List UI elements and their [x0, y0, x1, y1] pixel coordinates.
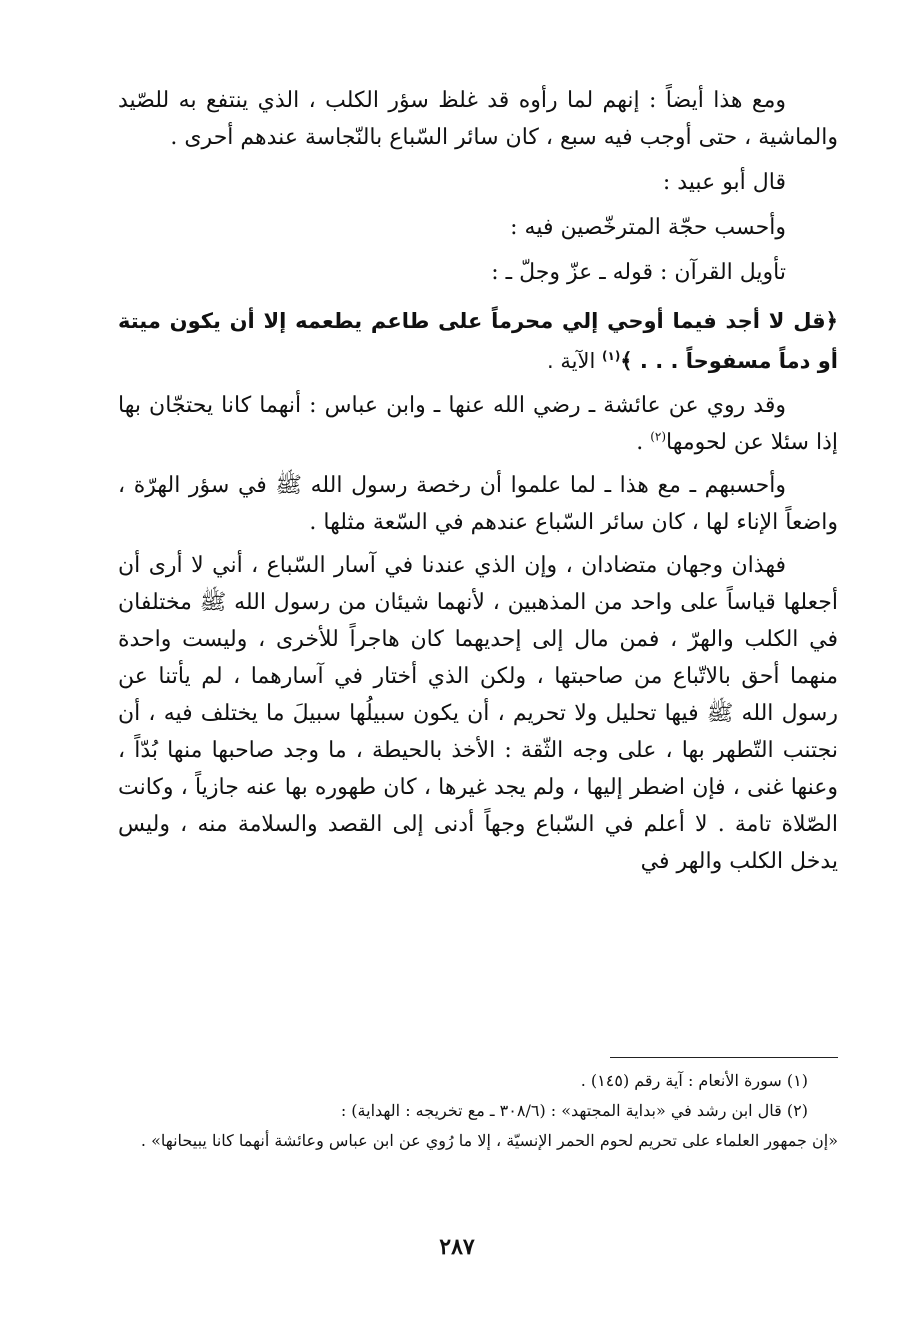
- paragraph-6: [118, 387, 838, 461]
- footnote-ref-1[interactable]: (١): [602, 349, 621, 363]
- paragraph-1: ومع هذا أيضاً : إنهم لما رأوه قد غلظ سؤر الكلب ، الذي ينتفع به للصّيد والماشية ، حتى أوجب فيه سبع ، كان سائر السّباع بالنّجاسة عندهم أحرى .: [118, 88, 838, 150]
- footnotes: [118, 1066, 838, 1156]
- paragraph-8: فهذان وجهان متضادان ، وإن الذي عندنا في آسار السّباع ، أني لا أرى أن أجعلها قياساً على واحد من المذهبين ، لأنهما شيئان من رسول الله ﷺ مختلفان في الكلب والهرّ ، فمن مال إلى إحديهما كان هاجراً للأخرى ، وليست واحدة منهما أحق بالاتّباع من صاحبتها ، ولكن الذي أختار في آسارهما ، لم يأتنا عن رسول الله ﷺ فيها تحليل ولا تحريم ، أن يكون سبيلُها سبيلَ ما يختلف فيه ، أن نجتنب التّطهر بها ، على وجه الثّقة : الأخذ بالحيطة ، ما وجد صاحبها منها بُدّاً ، وعنها غنى ، فإن اضطر إليها ، ولم يجد غيرها ، كان طهوره بها عنه جازياً ، وكانت الصّلاة تامة . لا أعلم في السّباع وجهاً أدنى إلى القصد والسلامة منه ، وليس يدخل الكلب والهر في: [118, 553, 838, 874]
- footnote-2-quote: «إن جمهور العلماء على تحريم لحوم الحمر الإنسيّة ، إلا ما رُوي عن ابن عباس وعائشة أنهما كانا يبيحانها» .: [140, 1131, 838, 1150]
- footnote-1: (١) سورة الأنعام : آية رقم (١٤٥) .: [580, 1071, 808, 1090]
- paragraph-6-text: وقد روي عن عائشة ـ رضي الله عنها ـ وابن عباس : أنهما كانا يحتجّان بها إذا سئلا عن لحومها: [118, 393, 838, 455]
- footnote-separator: [610, 1057, 838, 1058]
- verse-tail: الآية .: [547, 349, 602, 373]
- footnote-2: (٢) قال ابن رشد في «بداية المجتهد» : (٣٠٨/٦ ـ مع تخريجه : الهداية) :: [340, 1101, 808, 1120]
- paragraph-6-tail: .: [636, 430, 651, 455]
- verse-text: ﴿قل لا أجد فيما أوحي إلي محرماً على طاعم يطعمه إلا أن يكون ميتة أو دماً مسفوحاً . . . ﴾: [118, 309, 838, 373]
- quran-verse: [118, 301, 838, 381]
- paragraph-3: وأحسب حجّة المترخّصين فيه :: [510, 215, 786, 240]
- paragraph-2: قال أبو عبيد :: [662, 170, 786, 195]
- paragraph-7: وأحسبهم ـ مع هذا ـ لما علموا أن رخصة رسول الله ﷺ في سؤر الهرّة ، واضعاً الإناء لها ، كان سائر السّباع عندهم في السّعة مثلها .: [118, 473, 838, 535]
- paragraph-4: تأويل القرآن : قوله ـ عزّ وجلّ ـ :: [491, 260, 786, 285]
- main-text: [118, 82, 838, 886]
- page-number: ٢٨٧: [439, 1234, 475, 1260]
- footnote-ref-2[interactable]: (٢): [650, 429, 667, 444]
